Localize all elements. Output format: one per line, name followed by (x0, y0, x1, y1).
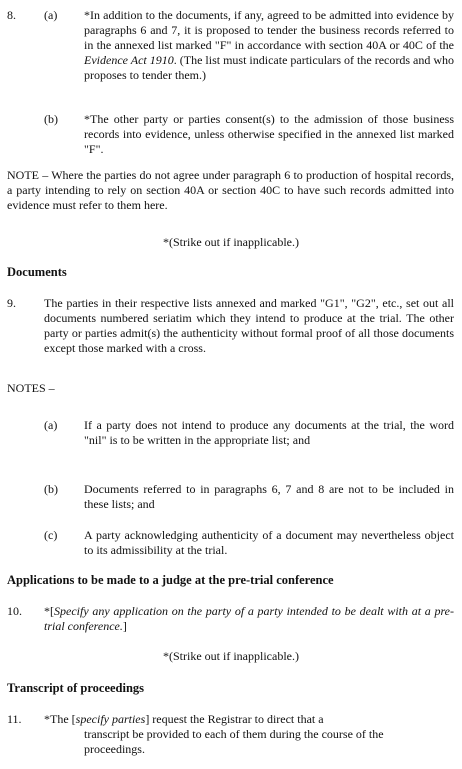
note-a-text: If a party does not intend to produce any documents at the trial, the word "nil" is to be written in the appropriate list; and (84, 418, 454, 447)
paragraph-8a-label: (a) (44, 8, 58, 22)
applications-heading: Applications to be made to a judge at the pre-trial conference (7, 573, 334, 587)
strike-out-note-2: *(Strike out if inapplicable.) (163, 649, 299, 663)
paragraph-8a-pre: *In addition to the documents, if any, agreed to be admitted into evidence by paragraphs 6 and 7, it is proposed to tender the business records referred to in the annexed list marked "F" in accordance with section 40A or 40C of the (84, 8, 454, 52)
paragraph-11-text (44, 712, 454, 757)
paragraph-8a-text (84, 8, 454, 83)
paragraph-10-text (44, 604, 454, 634)
note-b-text: Documents referred to in paragraphs 6, 7 and 8 are not to be included in these lists; and (84, 482, 454, 511)
paragraph-11-parties: specify parties (75, 712, 146, 726)
paragraph-8b-label: (b) (44, 112, 58, 126)
documents-heading: Documents (7, 265, 67, 279)
paragraph-11-first-line (44, 712, 454, 727)
transcript-heading: Transcript of proceedings (7, 681, 145, 695)
paragraph-11-continuation: transcript be provided to each of them during the course of the proceedings. (84, 727, 384, 756)
paragraph-9-number: 9. (7, 296, 16, 310)
note-c-text: A party acknowledging authenticity of a document may nevertheless object to its admissibility at the trial. (84, 528, 454, 557)
paragraph-8a-post: . (The list must indicate particulars of the records and who proposes to tender them.) (84, 53, 454, 82)
evidence-act-title: Evidence Act 1910 (84, 53, 174, 67)
strike-out-note-1: *(Strike out if inapplicable.) (163, 235, 299, 249)
paragraph-10-instruction: Specify any application on the party of a party intended to be dealt with at a pre-trial conference. (44, 604, 454, 633)
paragraph-11-lead: *The [ (44, 712, 76, 726)
note-c-label: (c) (44, 528, 58, 542)
note-a-label: (a) (44, 418, 58, 432)
notes-heading: NOTES – (7, 381, 55, 395)
paragraph-10-number: 10. (7, 604, 22, 618)
paragraph-10-close: ] (122, 619, 127, 633)
paragraph-11-rest-inline: ] request the Registrar to direct that a (145, 712, 324, 726)
paragraph-9-text: The parties in their respective lists annexed and marked "G1", "G2", etc., set out all documents numbered seriatim which they intend to produce at the trial. The other party or parties admit(s) the authenticity without formal proof of all those documents except those marked with a cross. (44, 296, 454, 355)
paragraph-8-number: 8. (7, 8, 16, 22)
note-hospital-records: NOTE – Where the parties do not agree under paragraph 6 to production of hospital records, a party intending to rely on section 40A or section 40C to have such records admitted into evidence must refer to them here. (7, 168, 454, 212)
paragraph-10-open: *[ (44, 604, 54, 618)
note-b-label: (b) (44, 482, 58, 496)
paragraph-11-number: 11. (7, 712, 22, 726)
paragraph-8b-text: *The other party or parties consent(s) to the admission of those business records into evidence, unless otherwise specified in the annexed list marked "F". (84, 112, 454, 156)
